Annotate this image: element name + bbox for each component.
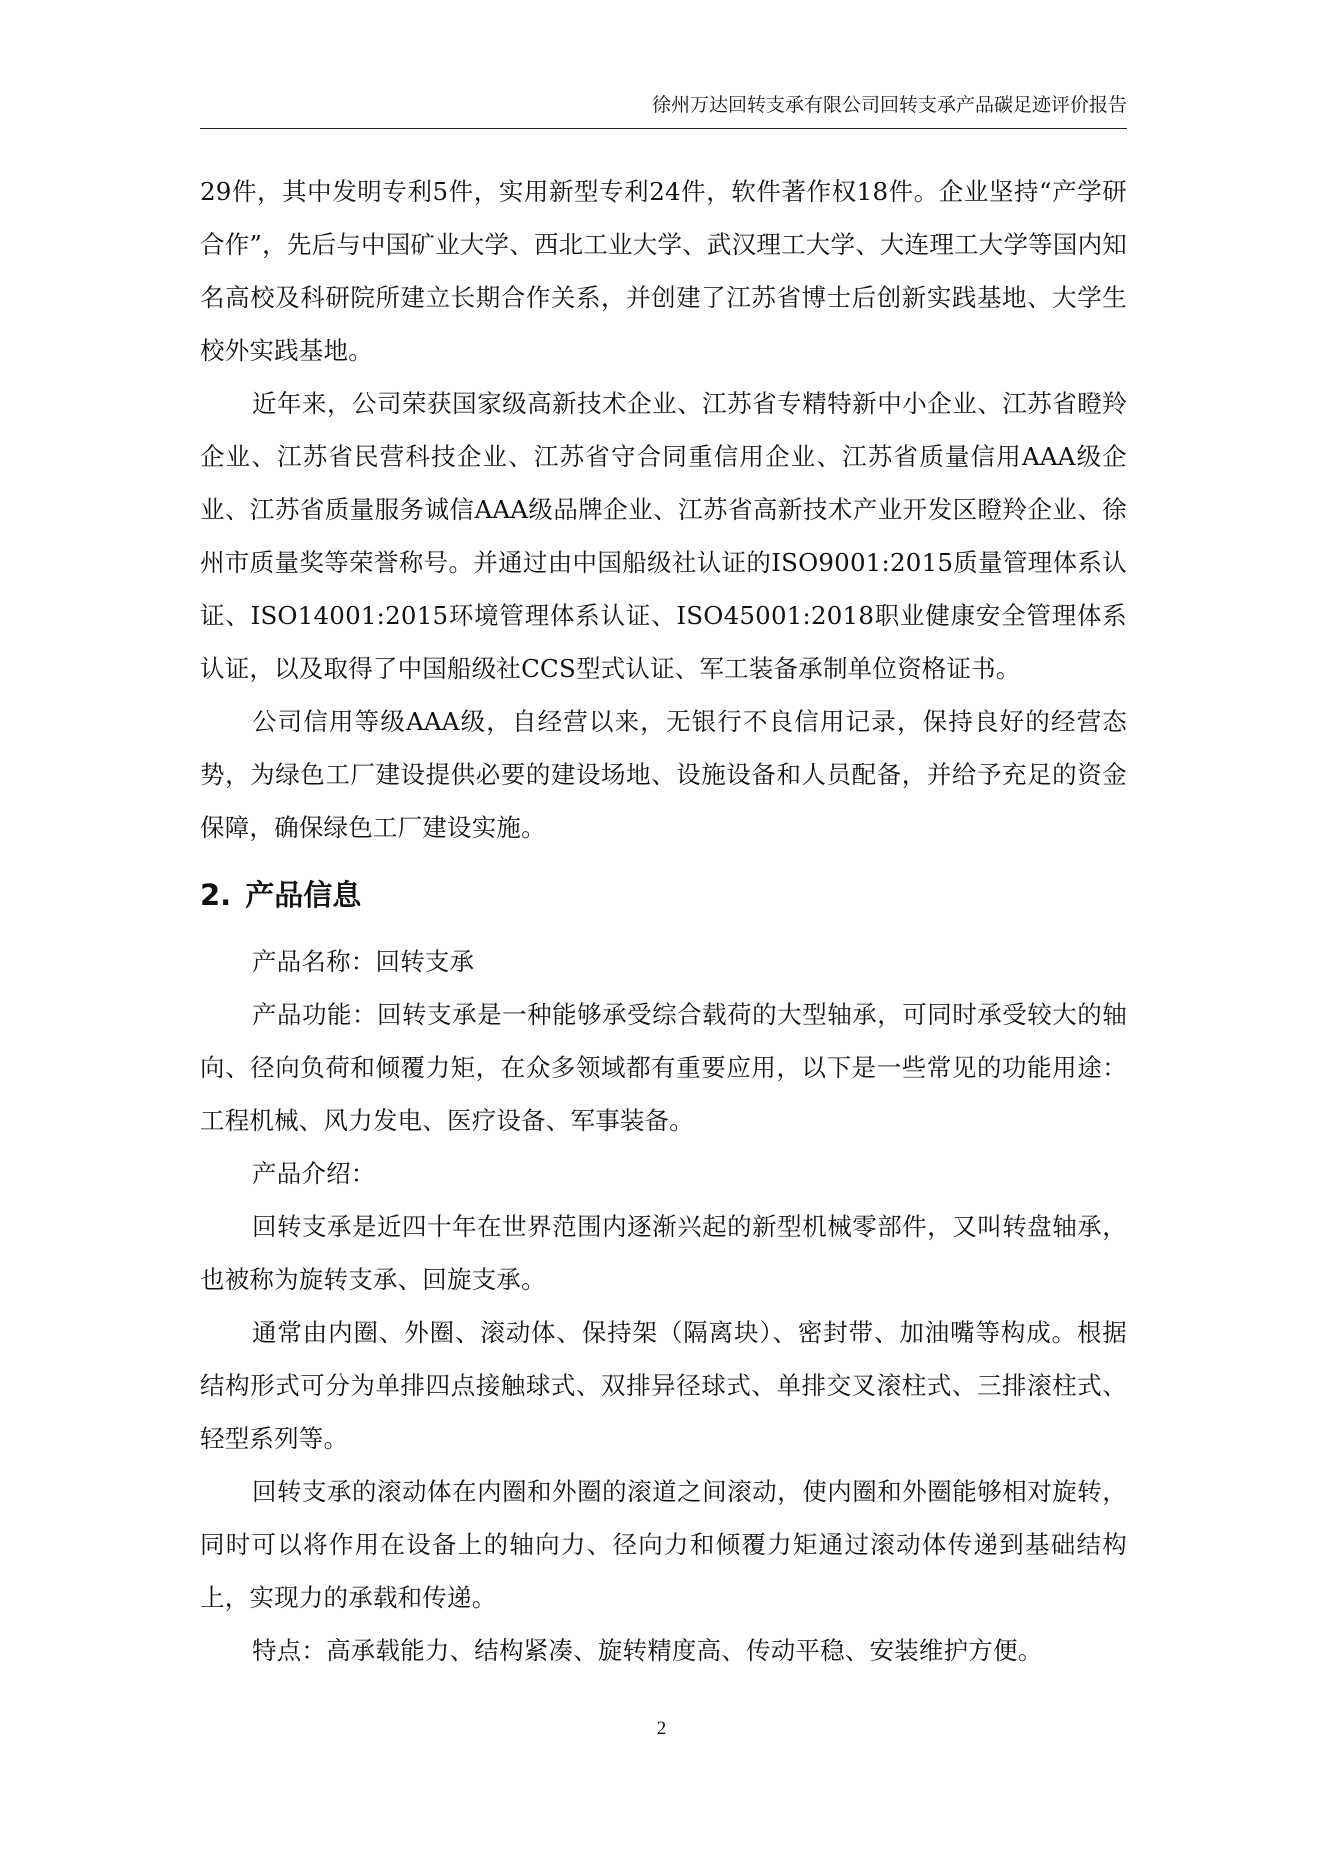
product-function-paragraph: 产品功能：回转支承是一种能够承受综合载荷的大型轴承，可同时承受较大的轴向、径向负荷和倾覆力矩，在众多领域都有重要应用，以下是一些常见的功能用途：工程机械、风力发电、医疗设备、军事装备。	[200, 1000, 1127, 1135]
section-heading-product-info	[200, 864, 1127, 926]
product-name-line: 产品名称：回转支承	[252, 947, 475, 976]
company-paragraph-honors: 近年来，公司荣获国家级高新技术企业、江苏省专精特新中小企业、江苏省瞪羚企业、江苏省民营科技企业、江苏省守合同重信用企业、江苏省质量信用AAA级企业、江苏省质量服务诚信AAA级品牌企业、江苏省高新技术产业开发区瞪羚企业、徐州市质量奖等荣誉称号。并通过由中国船级社认证的ISO9001:2015质量管理体系认证、ISO14001:2015环境管理体系认证、ISO45001:2018职业健康安全管理体系认证，以及取得了中国船级社CCS型式认证、军工装备承制单位资格证书。	[200, 389, 1127, 683]
product-features-line: 特点：高承载能力、结构紧凑、旋转精度高、传动平稳、安装维护方便。	[252, 1636, 1043, 1665]
page-number: 2	[656, 1718, 667, 1739]
section-number: 2.	[200, 878, 232, 912]
section-title: 产品信息	[245, 878, 362, 912]
product-intro-label: 产品介绍：	[252, 1159, 376, 1188]
running-header	[200, 92, 1127, 129]
page-body	[200, 165, 1127, 1677]
product-intro-paragraph: 回转支承是近四十年在世界范围内逐渐兴起的新型机械零部件，又叫转盘轴承，也被称为旋转支承、回旋支承。	[200, 1212, 1127, 1294]
report-title: 徐州万达回转支承有限公司回转支承产品碳足迹评价报告	[651, 94, 1127, 116]
product-structure-paragraph: 通常由内圈、外圈、滚动体、保持架（隔离块）、密封带、加油嘴等构成。根据结构形式可分为单排四点接触球式、双排异径球式、单排交叉滚柱式、三排滚柱式、轻型系列等。	[200, 1318, 1127, 1453]
product-principle-paragraph: 回转支承的滚动体在内圈和外圈的滚道之间滚动，使内圈和外圈能够相对旋转，同时可以将作用在设备上的轴向力、径向力和倾覆力矩通过滚动体传递到基础结构上，实现力的承载和传递。	[200, 1477, 1127, 1612]
company-paragraph-credit: 公司信用等级AAA级，自经营以来，无银行不良信用记录，保持良好的经营态势，为绿色工厂建设提供必要的建设场地、设施设备和人员配备，并给予充足的资金保障，确保绿色工厂建设实施。	[200, 707, 1127, 842]
company-paragraph-patents: 29件，其中发明专利5件，实用新型专利24件，软件著作权18件。企业坚持“产学研合作”，先后与中国矿业大学、西北工业大学、武汉理工大学、大连理工大学等国内知名高校及科研院所建立长期合作关系，并创建了江苏省博士后创新实践基地、大学生校外实践基地。	[200, 177, 1127, 365]
